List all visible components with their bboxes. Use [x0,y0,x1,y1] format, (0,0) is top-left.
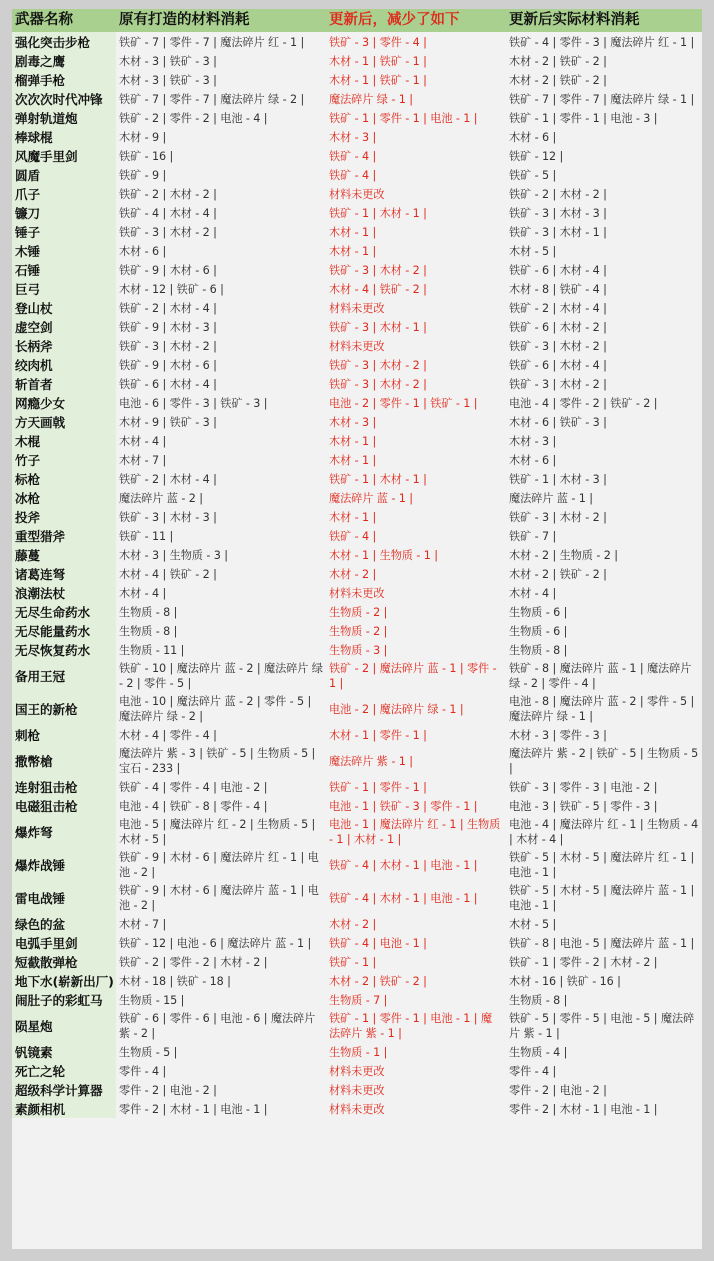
weapon-name-cell: 连射狙击枪 [12,777,116,796]
weapon-name-cell: 风魔手里剑 [12,146,116,165]
weapon-name-cell: 超级科学计算器 [12,1080,116,1099]
new-cost-cell: 木材 - 4 | [509,586,557,600]
reduction-cell: 电池 - 2 | 零件 - 1 | 铁矿 - 1 | [329,396,478,410]
table-row [12,412,702,431]
new-cost-cell: 木材 - 8 | 铁矿 - 4 | [509,282,607,296]
table-row [12,184,702,203]
original-cost-cell: 铁矿 - 10 | 魔法碎片 蓝 - 2 | 魔法碎片 绿 - 2 | 零件 - 5 | [119,662,323,690]
table-row [12,1099,702,1118]
weapon-name-cell: 木棍 [12,431,116,450]
original-cost-cell: 铁矿 - 2 | 木材 - 2 | [119,187,217,201]
original-cost-cell: 魔法碎片 紫 - 3 | 铁矿 - 5 | 生物质 - 5 | 宝石 - 233 | [119,747,316,775]
weapon-name-cell: 无尽恢复药水 [12,640,116,659]
reduction-cell: 材料未更改 [329,586,385,600]
table-row [12,971,702,990]
original-cost-cell: 铁矿 - 2 | 零件 - 2 | 木材 - 2 | [119,955,268,969]
table-row [12,640,702,659]
weapon-name-cell: 雷电战锤 [12,881,116,914]
new-cost-cell: 零件 - 2 | 电池 - 2 | [509,1083,607,1097]
original-cost-cell: 铁矿 - 4 | 木材 - 4 | [119,206,217,220]
original-cost-cell: 木材 - 18 | 铁矿 - 18 | [119,974,231,988]
new-cost-cell: 铁矿 - 3 | 木材 - 1 | [509,225,607,239]
original-cost-cell: 铁矿 - 9 | 木材 - 3 | [119,320,217,334]
weapon-name-cell: 长柄斧 [12,336,116,355]
original-cost-cell: 木材 - 4 | [119,586,167,600]
weapon-name-cell: 镰刀 [12,203,116,222]
reduction-cell: 木材 - 1 | 零件 - 1 | [329,728,427,742]
reduction-cell: 材料未更改 [329,187,385,201]
original-cost-cell: 零件 - 2 | 电池 - 2 | [119,1083,217,1097]
table-row [12,469,702,488]
original-cost-cell: 生物质 - 8 | [119,624,178,638]
original-cost-cell: 电池 - 4 | 铁矿 - 8 | 零件 - 4 | [119,799,268,813]
table-row [12,203,702,222]
weapon-name-cell: 标枪 [12,469,116,488]
table-row [12,393,702,412]
weapon-name-cell: 电弧手里剑 [12,933,116,952]
weapon-name-cell: 投斧 [12,507,116,526]
new-cost-cell: 魔法碎片 蓝 - 1 | [509,491,593,505]
reduction-cell: 铁矿 - 3 | 零件 - 4 | [329,35,427,49]
original-cost-cell: 铁矿 - 4 | 零件 - 4 | 电池 - 2 | [119,780,268,794]
weapon-name-cell: 圆盾 [12,165,116,184]
table-row [12,1080,702,1099]
weapon-name-cell: 剧毒之鹰 [12,51,116,70]
reduction-cell: 铁矿 - 1 | 零件 - 1 | 电池 - 1 | [329,111,478,125]
original-cost-cell: 零件 - 2 | 木材 - 1 | 电池 - 1 | [119,1102,268,1116]
reduction-cell: 生物质 - 3 | [329,643,388,657]
reduction-cell: 材料未更改 [329,339,385,353]
new-cost-cell: 铁矿 - 6 | 木材 - 2 | [509,320,607,334]
original-cost-cell: 木材 - 9 | [119,130,167,144]
weapon-name-cell: 强化突击步枪 [12,32,116,51]
new-cost-cell: 铁矿 - 3 | 木材 - 2 | [509,510,607,524]
reduction-cell: 木材 - 1 | [329,244,377,258]
new-cost-cell: 生物质 - 6 | [509,605,568,619]
table-row [12,355,702,374]
table-row [12,848,702,881]
reduction-cell: 铁矿 - 3 | 木材 - 2 | [329,263,427,277]
weapon-name-cell: 绞肉机 [12,355,116,374]
table-row [12,1009,702,1042]
table-row [12,336,702,355]
table-row [12,507,702,526]
reduction-cell: 木材 - 4 | 铁矿 - 2 | [329,282,427,296]
new-cost-cell: 铁矿 - 2 | 木材 - 4 | [509,301,607,315]
table-row [12,659,702,692]
reduction-cell: 铁矿 - 4 | [329,529,377,543]
reduction-cell: 木材 - 1 | [329,510,377,524]
original-cost-cell: 铁矿 - 2 | 零件 - 2 | 电池 - 4 | [119,111,268,125]
weapon-name-cell: 刺枪 [12,725,116,744]
original-cost-cell: 铁矿 - 12 | 电池 - 6 | 魔法碎片 蓝 - 1 | [119,936,312,950]
original-cost-cell: 木材 - 3 | 铁矿 - 3 | [119,73,217,87]
original-cost-cell: 零件 - 4 | [119,1064,167,1078]
original-cost-cell: 电池 - 5 | 魔法碎片 红 - 2 | 生物质 - 5 | 木材 - 5 | [119,818,316,846]
original-cost-cell: 铁矿 - 3 | 木材 - 3 | [119,510,217,524]
header-row [12,9,702,32]
table-row [12,488,702,507]
reduction-cell: 铁矿 - 2 | 魔法碎片 蓝 - 1 | 零件 - 1 | [329,662,497,690]
reduction-cell: 木材 - 1 | 铁矿 - 1 | [329,54,427,68]
table-row [12,108,702,127]
materials-sheet [12,9,702,1249]
new-cost-cell: 木材 - 6 | [509,130,557,144]
reduction-cell: 魔法碎片 蓝 - 1 | [329,491,413,505]
reduction-cell: 铁矿 - 3 | 木材 - 2 | [329,358,427,372]
new-cost-cell: 木材 - 2 | 铁矿 - 2 | [509,73,607,87]
original-cost-cell: 木材 - 4 | 零件 - 4 | [119,728,217,742]
table-row [12,881,702,914]
reduction-cell: 铁矿 - 1 | 木材 - 1 | [329,206,427,220]
table-row [12,70,702,89]
reduction-cell: 铁矿 - 4 | [329,149,377,163]
table-row [12,952,702,971]
header-reduction: 更新后，减少了如下 [326,9,506,32]
weapon-name-cell: 短截散弹枪 [12,952,116,971]
new-cost-cell: 木材 - 2 | 生物质 - 2 | [509,548,618,562]
table-row [12,1061,702,1080]
original-cost-cell: 木材 - 3 | 生物质 - 3 | [119,548,228,562]
table-row [12,146,702,165]
weapon-name-cell: 斩首者 [12,374,116,393]
new-cost-cell: 电池 - 8 | 魔法碎片 蓝 - 2 | 零件 - 5 | 魔法碎片 绿 - 1 | [509,695,695,723]
weapon-name-cell: 国王的新枪 [12,692,116,725]
reduction-cell: 魔法碎片 紫 - 1 | [329,754,413,768]
reduction-cell: 生物质 - 2 | [329,605,388,619]
original-cost-cell: 生物质 - 8 | [119,605,178,619]
weapon-name-cell: 藤蔓 [12,545,116,564]
weapon-name-cell: 死亡之轮 [12,1061,116,1080]
new-cost-cell: 零件 - 2 | 木材 - 1 | 电池 - 1 | [509,1102,658,1116]
original-cost-cell: 铁矿 - 3 | 木材 - 2 | [119,225,217,239]
original-cost-cell: 生物质 - 15 | [119,993,185,1007]
reduction-cell: 铁矿 - 4 | 木材 - 1 | 电池 - 1 | [329,858,478,872]
new-cost-cell: 铁矿 - 3 | 木材 - 2 | [509,339,607,353]
header-new-cost: 更新后实际材料消耗 [506,9,702,32]
original-cost-cell: 铁矿 - 2 | 木材 - 4 | [119,472,217,486]
table-row [12,89,702,108]
table-row [12,51,702,70]
original-cost-cell: 铁矿 - 9 | [119,168,167,182]
new-cost-cell: 生物质 - 8 | [509,643,568,657]
new-cost-cell: 木材 - 6 | 铁矿 - 3 | [509,415,607,429]
table-row [12,621,702,640]
new-cost-cell: 生物质 - 8 | [509,993,568,1007]
weapon-name-cell: 锤子 [12,222,116,241]
reduction-cell: 电池 - 1 | 铁矿 - 3 | 零件 - 1 | [329,799,478,813]
reduction-cell: 木材 - 1 | [329,434,377,448]
new-cost-cell: 电池 - 3 | 铁矿 - 5 | 零件 - 3 | [509,799,658,813]
header-original-cost: 原有打造的材料消耗 [116,9,326,32]
reduction-cell: 木材 - 1 | [329,225,377,239]
new-cost-cell: 生物质 - 4 | [509,1045,568,1059]
weapon-name-cell: 次次次时代冲锋 [12,89,116,108]
weapon-name-cell: 石锤 [12,260,116,279]
reduction-cell: 材料未更改 [329,1064,385,1078]
weapon-name-cell: 登山杖 [12,298,116,317]
reduction-cell: 木材 - 2 | [329,917,377,931]
table-row [12,796,702,815]
table-row [12,990,702,1009]
table-row [12,298,702,317]
original-cost-cell: 生物质 - 5 | [119,1045,178,1059]
new-cost-cell: 铁矿 - 6 | 木材 - 4 | [509,358,607,372]
table-row [12,692,702,725]
original-cost-cell: 木材 - 4 | [119,434,167,448]
weapon-materials-table [12,9,702,1118]
table-row [12,165,702,184]
table-row [12,725,702,744]
new-cost-cell: 铁矿 - 3 | 木材 - 3 | [509,206,607,220]
original-cost-cell: 木材 - 6 | [119,244,167,258]
reduction-cell: 铁矿 - 1 | 木材 - 1 | [329,472,427,486]
new-cost-cell: 木材 - 6 | [509,453,557,467]
weapon-name-cell: 方天画戟 [12,412,116,431]
original-cost-cell: 木材 - 12 | 铁矿 - 6 | [119,282,224,296]
reduction-cell: 木材 - 2 | 铁矿 - 2 | [329,974,427,988]
weapon-name-cell: 绿色的盆 [12,914,116,933]
weapon-name-cell: 榴弹手枪 [12,70,116,89]
weapon-name-cell: 虚空剑 [12,317,116,336]
table-row [12,545,702,564]
table-row [12,279,702,298]
weapon-name-cell: 无尽能量药水 [12,621,116,640]
reduction-cell: 铁矿 - 4 | 木材 - 1 | 电池 - 1 | [329,891,478,905]
reduction-cell: 木材 - 1 | 生物质 - 1 | [329,548,438,562]
reduction-cell: 生物质 - 2 | [329,624,388,638]
table-row [12,1042,702,1061]
new-cost-cell: 铁矿 - 5 | 木材 - 5 | 魔法碎片 红 - 1 | 电池 - 1 | [509,851,695,879]
reduction-cell: 材料未更改 [329,1083,385,1097]
reduction-cell: 铁矿 - 4 | 电池 - 1 | [329,936,427,950]
new-cost-cell: 零件 - 4 | [509,1064,557,1078]
original-cost-cell: 铁矿 - 9 | 木材 - 6 | 魔法碎片 红 - 1 | 电池 - 2 | [119,851,319,879]
weapon-name-cell: 电磁狙击枪 [12,796,116,815]
reduction-cell: 铁矿 - 1 | 零件 - 1 | 电池 - 1 | 魔法碎片 紫 - 1 | [329,1012,492,1040]
weapon-name-cell: 备用王冠 [12,659,116,692]
reduction-cell: 电池 - 2 | 魔法碎片 绿 - 1 | [329,702,464,716]
original-cost-cell: 铁矿 - 6 | 零件 - 6 | 电池 - 6 | 魔法碎片 紫 - 2 | [119,1012,316,1040]
reduction-cell: 铁矿 - 1 | [329,955,377,969]
reduction-cell: 木材 - 2 | [329,567,377,581]
reduction-cell: 木材 - 3 | [329,415,377,429]
original-cost-cell: 铁矿 - 9 | 木材 - 6 | [119,358,217,372]
original-cost-cell: 铁矿 - 9 | 木材 - 6 | 魔法碎片 蓝 - 1 | 电池 - 2 | [119,884,319,912]
reduction-cell: 铁矿 - 4 | [329,168,377,182]
original-cost-cell: 木材 - 3 | 铁矿 - 3 | [119,54,217,68]
new-cost-cell: 木材 - 16 | 铁矿 - 16 | [509,974,621,988]
reduction-cell: 铁矿 - 3 | 木材 - 1 | [329,320,427,334]
new-cost-cell: 木材 - 5 | [509,244,557,258]
new-cost-cell: 木材 - 5 | [509,917,557,931]
table-row [12,744,702,777]
new-cost-cell: 铁矿 - 8 | 电池 - 5 | 魔法碎片 蓝 - 1 | [509,936,695,950]
weapon-name-cell: 冰枪 [12,488,116,507]
table-row [12,222,702,241]
reduction-cell: 生物质 - 1 | [329,1045,388,1059]
reduction-cell: 木材 - 1 | [329,453,377,467]
new-cost-cell: 铁矿 - 3 | 木材 - 2 | [509,377,607,391]
table-body [12,32,702,1118]
weapon-name-cell: 棒球棍 [12,127,116,146]
new-cost-cell: 铁矿 - 4 | 零件 - 3 | 魔法碎片 红 - 1 | [509,35,695,49]
weapon-name-cell: 爪子 [12,184,116,203]
original-cost-cell: 电池 - 6 | 零件 - 3 | 铁矿 - 3 | [119,396,268,410]
table-row [12,815,702,848]
weapon-name-cell: 弹射轨道炮 [12,108,116,127]
table-row [12,933,702,952]
new-cost-cell: 木材 - 2 | 铁矿 - 2 | [509,54,607,68]
new-cost-cell: 铁矿 - 5 | 木材 - 5 | 魔法碎片 蓝 - 1 | 电池 - 1 | [509,884,695,912]
reduction-cell: 材料未更改 [329,1102,385,1116]
new-cost-cell: 铁矿 - 2 | 木材 - 2 | [509,187,607,201]
original-cost-cell: 铁矿 - 6 | 木材 - 4 | [119,377,217,391]
weapon-name-cell: 闹肚子的彩虹马 [12,990,116,1009]
reduction-cell: 铁矿 - 3 | 木材 - 2 | [329,377,427,391]
weapon-name-cell: 钒镜素 [12,1042,116,1061]
table-row [12,431,702,450]
table-row [12,602,702,621]
new-cost-cell: 铁矿 - 6 | 木材 - 4 | [509,263,607,277]
table-row [12,583,702,602]
table-row [12,32,702,51]
original-cost-cell: 木材 - 4 | 铁矿 - 2 | [119,567,217,581]
table-row [12,450,702,469]
original-cost-cell: 铁矿 - 2 | 木材 - 4 | [119,301,217,315]
weapon-name-cell: 诸葛连弩 [12,564,116,583]
table-row [12,127,702,146]
table-row [12,526,702,545]
weapon-name-cell: 陨星炮 [12,1009,116,1042]
reduction-cell: 材料未更改 [329,301,385,315]
original-cost-cell: 铁矿 - 11 | [119,529,174,543]
weapon-name-cell: 重型猎斧 [12,526,116,545]
weapon-name-cell: 爆炸弩 [12,815,116,848]
weapon-name-cell: 无尽生命药水 [12,602,116,621]
new-cost-cell: 铁矿 - 1 | 木材 - 3 | [509,472,607,486]
new-cost-cell: 铁矿 - 8 | 魔法碎片 蓝 - 1 | 魔法碎片 绿 - 2 | 零件 - 4 | [509,662,692,690]
original-cost-cell: 电池 - 10 | 魔法碎片 蓝 - 2 | 零件 - 5 | 魔法碎片 绿 - 2 | [119,695,312,723]
original-cost-cell: 木材 - 7 | [119,453,167,467]
new-cost-cell: 木材 - 3 | [509,434,557,448]
weapon-name-cell: 网瘾少女 [12,393,116,412]
weapon-name-cell: 撒幣槍 [12,744,116,777]
original-cost-cell: 木材 - 9 | 铁矿 - 3 | [119,415,217,429]
weapon-name-cell: 爆炸战锤 [12,848,116,881]
new-cost-cell: 铁矿 - 3 | 零件 - 3 | 电池 - 2 | [509,780,658,794]
original-cost-cell: 铁矿 - 7 | 零件 - 7 | 魔法碎片 绿 - 2 | [119,92,305,106]
table-row [12,564,702,583]
table-row [12,317,702,336]
original-cost-cell: 铁矿 - 16 | [119,149,174,163]
new-cost-cell: 木材 - 2 | 铁矿 - 2 | [509,567,607,581]
table-row [12,374,702,393]
new-cost-cell: 电池 - 4 | 魔法碎片 红 - 1 | 生物质 - 4 | 木材 - 4 | [509,818,699,846]
new-cost-cell: 铁矿 - 1 | 零件 - 2 | 木材 - 2 | [509,955,658,969]
original-cost-cell: 木材 - 7 | [119,917,167,931]
reduction-cell: 魔法碎片 绿 - 1 | [329,92,413,106]
table-row [12,777,702,796]
new-cost-cell: 木材 - 3 | 零件 - 3 | [509,728,607,742]
reduction-cell: 铁矿 - 1 | 零件 - 1 | [329,780,427,794]
original-cost-cell: 铁矿 - 9 | 木材 - 6 | [119,263,217,277]
reduction-cell: 木材 - 3 | [329,130,377,144]
weapon-name-cell: 巨弓 [12,279,116,298]
new-cost-cell: 铁矿 - 1 | 零件 - 1 | 电池 - 3 | [509,111,658,125]
table-row [12,241,702,260]
table-row [12,260,702,279]
table-row [12,914,702,933]
original-cost-cell: 魔法碎片 蓝 - 2 | [119,491,203,505]
original-cost-cell: 生物质 - 11 | [119,643,185,657]
header-weapon-name: 武器名称 [12,9,116,32]
new-cost-cell: 铁矿 - 7 | 零件 - 7 | 魔法碎片 绿 - 1 | [509,92,695,106]
new-cost-cell: 魔法碎片 紫 - 2 | 铁矿 - 5 | 生物质 - 5 | [509,747,699,775]
weapon-name-cell: 竹子 [12,450,116,469]
reduction-cell: 木材 - 1 | 铁矿 - 1 | [329,73,427,87]
weapon-name-cell: 地下水(崭新出厂) [12,971,116,990]
original-cost-cell: 铁矿 - 3 | 木材 - 2 | [119,339,217,353]
new-cost-cell: 铁矿 - 12 | [509,149,564,163]
new-cost-cell: 铁矿 - 7 | [509,529,557,543]
weapon-name-cell: 浪潮法杖 [12,583,116,602]
weapon-name-cell: 素颜相机 [12,1099,116,1118]
new-cost-cell: 电池 - 4 | 零件 - 2 | 铁矿 - 2 | [509,396,658,410]
reduction-cell: 生物质 - 7 | [329,993,388,1007]
original-cost-cell: 铁矿 - 7 | 零件 - 7 | 魔法碎片 红 - 1 | [119,35,305,49]
new-cost-cell: 生物质 - 6 | [509,624,568,638]
new-cost-cell: 铁矿 - 5 | [509,168,557,182]
new-cost-cell: 铁矿 - 5 | 零件 - 5 | 电池 - 5 | 魔法碎片 紫 - 1 | [509,1012,695,1040]
weapon-name-cell: 木锤 [12,241,116,260]
reduction-cell: 电池 - 1 | 魔法碎片 红 - 1 | 生物质 - 1 | 木材 - 1 | [329,818,501,846]
